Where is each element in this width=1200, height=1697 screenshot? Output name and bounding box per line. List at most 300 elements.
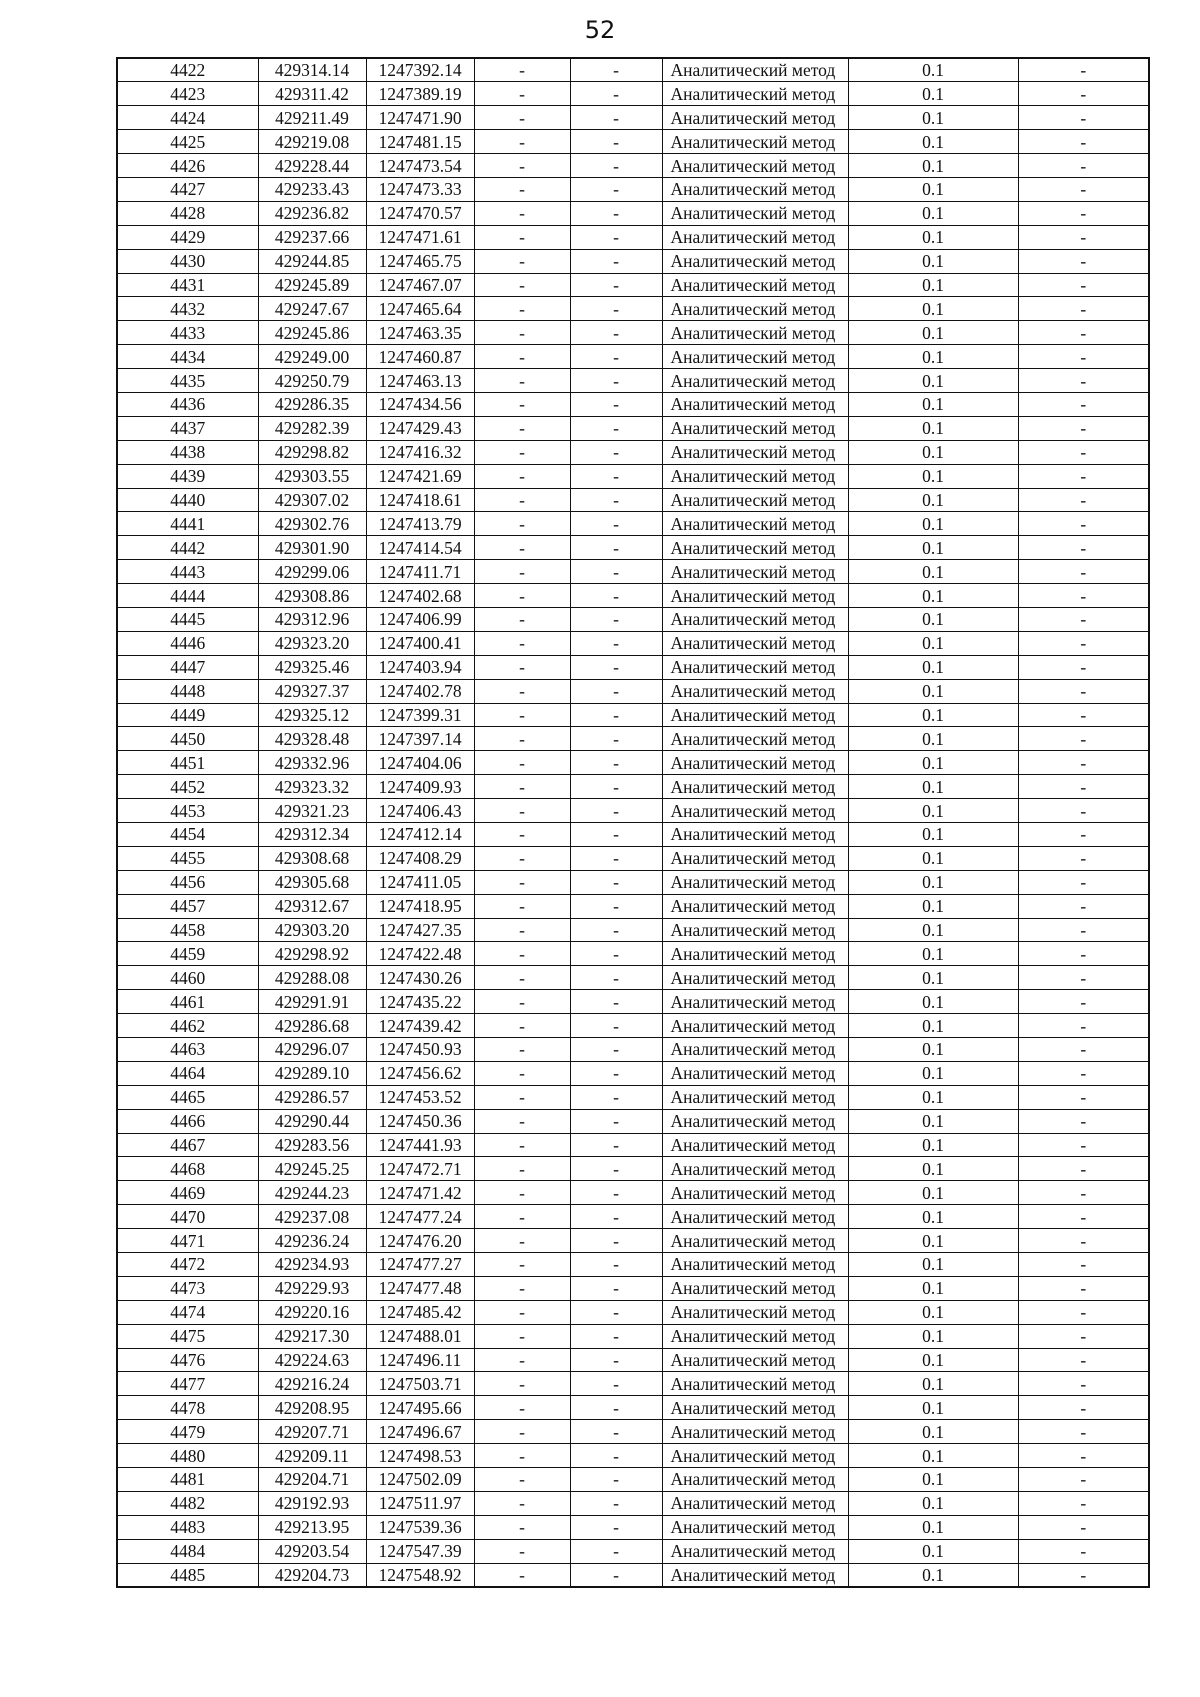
y-coordinate-cell: 1247392.14 <box>366 58 474 82</box>
method-cell: Аналитический метод <box>662 560 848 584</box>
point-number-cell: 4476 <box>117 1348 258 1372</box>
empty-dash-cell: - <box>570 1253 662 1277</box>
x-coordinate-cell: 429282.39 <box>258 416 366 440</box>
empty-dash-cell: - <box>1018 249 1149 273</box>
table-row <box>117 1157 1149 1181</box>
x-coordinate-cell: 429307.02 <box>258 488 366 512</box>
empty-dash-cell: - <box>474 273 570 297</box>
x-coordinate-cell: 429299.06 <box>258 560 366 584</box>
method-cell: Аналитический метод <box>662 655 848 679</box>
y-coordinate-cell: 1247456.62 <box>366 1061 474 1085</box>
point-number-cell: 4458 <box>117 918 258 942</box>
precision-cell: 0.1 <box>848 1133 1018 1157</box>
y-coordinate-cell: 1247429.43 <box>366 416 474 440</box>
method-cell: Аналитический метод <box>662 464 848 488</box>
table-row <box>117 1109 1149 1133</box>
x-coordinate-cell: 429224.63 <box>258 1348 366 1372</box>
y-coordinate-cell: 1247441.93 <box>366 1133 474 1157</box>
point-number-cell: 4442 <box>117 536 258 560</box>
empty-dash-cell: - <box>1018 512 1149 536</box>
empty-dash-cell: - <box>474 560 570 584</box>
empty-dash-cell: - <box>570 1396 662 1420</box>
x-coordinate-cell: 429323.32 <box>258 775 366 799</box>
table-row <box>117 154 1149 178</box>
empty-dash-cell: - <box>474 1276 570 1300</box>
precision-cell: 0.1 <box>848 560 1018 584</box>
empty-dash-cell: - <box>570 1539 662 1563</box>
x-coordinate-cell: 429244.85 <box>258 249 366 273</box>
empty-dash-cell: - <box>474 631 570 655</box>
x-coordinate-cell: 429308.86 <box>258 584 366 608</box>
table-row <box>117 894 1149 918</box>
precision-cell: 0.1 <box>848 751 1018 775</box>
empty-dash-cell: - <box>570 1229 662 1253</box>
empty-dash-cell: - <box>570 1444 662 1468</box>
method-cell: Аналитический метод <box>662 918 848 942</box>
x-coordinate-cell: 429298.82 <box>258 440 366 464</box>
table-row <box>117 1014 1149 1038</box>
y-coordinate-cell: 1247450.93 <box>366 1038 474 1062</box>
x-coordinate-cell: 429311.42 <box>258 82 366 106</box>
precision-cell: 0.1 <box>848 1109 1018 1133</box>
precision-cell: 0.1 <box>848 1157 1018 1181</box>
empty-dash-cell: - <box>570 1372 662 1396</box>
x-coordinate-cell: 429303.20 <box>258 918 366 942</box>
precision-cell: 0.1 <box>848 1563 1018 1587</box>
empty-dash-cell: - <box>474 607 570 631</box>
empty-dash-cell: - <box>1018 655 1149 679</box>
y-coordinate-cell: 1247503.71 <box>366 1372 474 1396</box>
empty-dash-cell: - <box>570 1133 662 1157</box>
precision-cell: 0.1 <box>848 416 1018 440</box>
table-row <box>117 607 1149 631</box>
method-cell: Аналитический метод <box>662 799 848 823</box>
method-cell: Аналитический метод <box>662 703 848 727</box>
precision-cell: 0.1 <box>848 369 1018 393</box>
empty-dash-cell: - <box>570 727 662 751</box>
empty-dash-cell: - <box>474 1181 570 1205</box>
table-row <box>117 440 1149 464</box>
x-coordinate-cell: 429312.34 <box>258 823 366 847</box>
empty-dash-cell: - <box>1018 1181 1149 1205</box>
empty-dash-cell: - <box>1018 799 1149 823</box>
y-coordinate-cell: 1247495.66 <box>366 1396 474 1420</box>
table-row <box>117 1133 1149 1157</box>
precision-cell: 0.1 <box>848 1205 1018 1229</box>
empty-dash-cell: - <box>570 1324 662 1348</box>
table-row <box>117 727 1149 751</box>
empty-dash-cell: - <box>1018 1372 1149 1396</box>
method-cell: Аналитический метод <box>662 321 848 345</box>
y-coordinate-cell: 1247416.32 <box>366 440 474 464</box>
y-coordinate-cell: 1247477.27 <box>366 1253 474 1277</box>
point-number-cell: 4433 <box>117 321 258 345</box>
empty-dash-cell: - <box>474 177 570 201</box>
method-cell: Аналитический метод <box>662 1276 848 1300</box>
table-row <box>117 369 1149 393</box>
x-coordinate-cell: 429305.68 <box>258 870 366 894</box>
empty-dash-cell: - <box>570 607 662 631</box>
method-cell: Аналитический метод <box>662 225 848 249</box>
point-number-cell: 4448 <box>117 679 258 703</box>
precision-cell: 0.1 <box>848 823 1018 847</box>
empty-dash-cell: - <box>1018 584 1149 608</box>
method-cell: Аналитический метод <box>662 440 848 464</box>
point-number-cell: 4445 <box>117 607 258 631</box>
x-coordinate-cell: 429283.56 <box>258 1133 366 1157</box>
point-number-cell: 4441 <box>117 512 258 536</box>
empty-dash-cell: - <box>474 1348 570 1372</box>
method-cell: Аналитический метод <box>662 1372 848 1396</box>
y-coordinate-cell: 1247477.24 <box>366 1205 474 1229</box>
empty-dash-cell: - <box>570 273 662 297</box>
empty-dash-cell: - <box>474 1515 570 1539</box>
empty-dash-cell: - <box>1018 345 1149 369</box>
point-number-cell: 4444 <box>117 584 258 608</box>
table-row <box>117 703 1149 727</box>
precision-cell: 0.1 <box>848 440 1018 464</box>
empty-dash-cell: - <box>1018 225 1149 249</box>
table-row <box>117 177 1149 201</box>
empty-dash-cell: - <box>570 751 662 775</box>
table-row <box>117 225 1149 249</box>
point-number-cell: 4432 <box>117 297 258 321</box>
x-coordinate-cell: 429296.07 <box>258 1038 366 1062</box>
empty-dash-cell: - <box>570 679 662 703</box>
method-cell: Аналитический метод <box>662 273 848 297</box>
empty-dash-cell: - <box>1018 201 1149 225</box>
table-row <box>117 392 1149 416</box>
table-row <box>117 321 1149 345</box>
point-number-cell: 4428 <box>117 201 258 225</box>
empty-dash-cell: - <box>570 464 662 488</box>
x-coordinate-cell: 429216.24 <box>258 1372 366 1396</box>
empty-dash-cell: - <box>1018 703 1149 727</box>
precision-cell: 0.1 <box>848 607 1018 631</box>
point-number-cell: 4440 <box>117 488 258 512</box>
empty-dash-cell: - <box>1018 1133 1149 1157</box>
precision-cell: 0.1 <box>848 1014 1018 1038</box>
y-coordinate-cell: 1247389.19 <box>366 82 474 106</box>
precision-cell: 0.1 <box>848 225 1018 249</box>
point-number-cell: 4451 <box>117 751 258 775</box>
x-coordinate-cell: 429286.57 <box>258 1085 366 1109</box>
method-cell: Аналитический метод <box>662 990 848 1014</box>
empty-dash-cell: - <box>474 846 570 870</box>
y-coordinate-cell: 1247473.33 <box>366 177 474 201</box>
table-row <box>117 1324 1149 1348</box>
empty-dash-cell: - <box>1018 1229 1149 1253</box>
empty-dash-cell: - <box>570 823 662 847</box>
precision-cell: 0.1 <box>848 1181 1018 1205</box>
table-row <box>117 1181 1149 1205</box>
table-row <box>117 1038 1149 1062</box>
x-coordinate-cell: 429303.55 <box>258 464 366 488</box>
point-number-cell: 4434 <box>117 345 258 369</box>
x-coordinate-cell: 429203.54 <box>258 1539 366 1563</box>
precision-cell: 0.1 <box>848 846 1018 870</box>
empty-dash-cell: - <box>570 392 662 416</box>
y-coordinate-cell: 1247399.31 <box>366 703 474 727</box>
y-coordinate-cell: 1247539.36 <box>366 1515 474 1539</box>
x-coordinate-cell: 429323.20 <box>258 631 366 655</box>
point-number-cell: 4477 <box>117 1372 258 1396</box>
x-coordinate-cell: 429250.79 <box>258 369 366 393</box>
precision-cell: 0.1 <box>848 1420 1018 1444</box>
x-coordinate-cell: 429213.95 <box>258 1515 366 1539</box>
precision-cell: 0.1 <box>848 894 1018 918</box>
empty-dash-cell: - <box>1018 1157 1149 1181</box>
point-number-cell: 4456 <box>117 870 258 894</box>
empty-dash-cell: - <box>1018 177 1149 201</box>
table-row <box>117 249 1149 273</box>
y-coordinate-cell: 1247434.56 <box>366 392 474 416</box>
y-coordinate-cell: 1247511.97 <box>366 1491 474 1515</box>
empty-dash-cell: - <box>570 225 662 249</box>
empty-dash-cell: - <box>570 942 662 966</box>
point-number-cell: 4485 <box>117 1563 258 1587</box>
empty-dash-cell: - <box>570 631 662 655</box>
method-cell: Аналитический метод <box>662 154 848 178</box>
empty-dash-cell: - <box>474 416 570 440</box>
point-number-cell: 4460 <box>117 966 258 990</box>
empty-dash-cell: - <box>1018 1085 1149 1109</box>
x-coordinate-cell: 429244.23 <box>258 1181 366 1205</box>
point-number-cell: 4468 <box>117 1157 258 1181</box>
empty-dash-cell: - <box>474 440 570 464</box>
precision-cell: 0.1 <box>848 679 1018 703</box>
point-number-cell: 4443 <box>117 560 258 584</box>
table-row <box>117 631 1149 655</box>
x-coordinate-cell: 429291.91 <box>258 990 366 1014</box>
method-cell: Аналитический метод <box>662 1109 848 1133</box>
y-coordinate-cell: 1247402.68 <box>366 584 474 608</box>
method-cell: Аналитический метод <box>662 488 848 512</box>
precision-cell: 0.1 <box>848 154 1018 178</box>
empty-dash-cell: - <box>474 1539 570 1563</box>
y-coordinate-cell: 1247427.35 <box>366 918 474 942</box>
method-cell: Аналитический метод <box>662 1444 848 1468</box>
x-coordinate-cell: 429211.49 <box>258 106 366 130</box>
point-number-cell: 4470 <box>117 1205 258 1229</box>
y-coordinate-cell: 1247548.92 <box>366 1563 474 1587</box>
empty-dash-cell: - <box>570 584 662 608</box>
y-coordinate-cell: 1247485.42 <box>366 1300 474 1324</box>
empty-dash-cell: - <box>474 297 570 321</box>
empty-dash-cell: - <box>570 1038 662 1062</box>
coordinates-table <box>116 57 1150 1588</box>
empty-dash-cell: - <box>1018 560 1149 584</box>
x-coordinate-cell: 429204.73 <box>258 1563 366 1587</box>
x-coordinate-cell: 429314.14 <box>258 58 366 82</box>
empty-dash-cell: - <box>1018 1396 1149 1420</box>
y-coordinate-cell: 1247496.67 <box>366 1420 474 1444</box>
y-coordinate-cell: 1247406.99 <box>366 607 474 631</box>
empty-dash-cell: - <box>570 130 662 154</box>
precision-cell: 0.1 <box>848 799 1018 823</box>
method-cell: Аналитический метод <box>662 369 848 393</box>
y-coordinate-cell: 1247471.61 <box>366 225 474 249</box>
method-cell: Аналитический метод <box>662 1014 848 1038</box>
precision-cell: 0.1 <box>848 512 1018 536</box>
empty-dash-cell: - <box>1018 1038 1149 1062</box>
empty-dash-cell: - <box>474 106 570 130</box>
empty-dash-cell: - <box>474 512 570 536</box>
table-row <box>117 297 1149 321</box>
y-coordinate-cell: 1247496.11 <box>366 1348 474 1372</box>
y-coordinate-cell: 1247414.54 <box>366 536 474 560</box>
x-coordinate-cell: 429220.16 <box>258 1300 366 1324</box>
method-cell: Аналитический метод <box>662 1563 848 1587</box>
precision-cell: 0.1 <box>848 775 1018 799</box>
empty-dash-cell: - <box>1018 392 1149 416</box>
y-coordinate-cell: 1247418.61 <box>366 488 474 512</box>
empty-dash-cell: - <box>570 1348 662 1372</box>
method-cell: Аналитический метод <box>662 1348 848 1372</box>
empty-dash-cell: - <box>474 823 570 847</box>
empty-dash-cell: - <box>570 416 662 440</box>
empty-dash-cell: - <box>474 1014 570 1038</box>
y-coordinate-cell: 1247439.42 <box>366 1014 474 1038</box>
point-number-cell: 4453 <box>117 799 258 823</box>
empty-dash-cell: - <box>1018 846 1149 870</box>
empty-dash-cell: - <box>1018 130 1149 154</box>
method-cell: Аналитический метод <box>662 775 848 799</box>
precision-cell: 0.1 <box>848 273 1018 297</box>
x-coordinate-cell: 429249.00 <box>258 345 366 369</box>
x-coordinate-cell: 429245.25 <box>258 1157 366 1181</box>
table-row <box>117 870 1149 894</box>
y-coordinate-cell: 1247418.95 <box>366 894 474 918</box>
y-coordinate-cell: 1247403.94 <box>366 655 474 679</box>
point-number-cell: 4452 <box>117 775 258 799</box>
precision-cell: 0.1 <box>848 249 1018 273</box>
empty-dash-cell: - <box>474 130 570 154</box>
x-coordinate-cell: 429219.08 <box>258 130 366 154</box>
empty-dash-cell: - <box>570 1491 662 1515</box>
x-coordinate-cell: 429312.67 <box>258 894 366 918</box>
x-coordinate-cell: 429286.68 <box>258 1014 366 1038</box>
x-coordinate-cell: 429312.96 <box>258 607 366 631</box>
empty-dash-cell: - <box>570 1468 662 1492</box>
x-coordinate-cell: 429298.92 <box>258 942 366 966</box>
precision-cell: 0.1 <box>848 966 1018 990</box>
precision-cell: 0.1 <box>848 1085 1018 1109</box>
empty-dash-cell: - <box>570 488 662 512</box>
precision-cell: 0.1 <box>848 130 1018 154</box>
y-coordinate-cell: 1247463.35 <box>366 321 474 345</box>
method-cell: Аналитический метод <box>662 249 848 273</box>
empty-dash-cell: - <box>1018 1420 1149 1444</box>
table-row <box>117 1539 1149 1563</box>
point-number-cell: 4424 <box>117 106 258 130</box>
empty-dash-cell: - <box>1018 273 1149 297</box>
point-number-cell: 4482 <box>117 1491 258 1515</box>
x-coordinate-cell: 429301.90 <box>258 536 366 560</box>
table-row <box>117 58 1149 82</box>
empty-dash-cell: - <box>570 201 662 225</box>
y-coordinate-cell: 1247481.15 <box>366 130 474 154</box>
precision-cell: 0.1 <box>848 297 1018 321</box>
method-cell: Аналитический метод <box>662 1468 848 1492</box>
y-coordinate-cell: 1247404.06 <box>366 751 474 775</box>
empty-dash-cell: - <box>1018 966 1149 990</box>
empty-dash-cell: - <box>1018 870 1149 894</box>
precision-cell: 0.1 <box>848 201 1018 225</box>
point-number-cell: 4422 <box>117 58 258 82</box>
empty-dash-cell: - <box>474 918 570 942</box>
empty-dash-cell: - <box>570 1563 662 1587</box>
table-row <box>117 942 1149 966</box>
precision-cell: 0.1 <box>848 1300 1018 1324</box>
x-coordinate-cell: 429217.30 <box>258 1324 366 1348</box>
y-coordinate-cell: 1247453.52 <box>366 1085 474 1109</box>
table-row <box>117 345 1149 369</box>
empty-dash-cell: - <box>570 1061 662 1085</box>
empty-dash-cell: - <box>474 154 570 178</box>
empty-dash-cell: - <box>474 1109 570 1133</box>
empty-dash-cell: - <box>570 1014 662 1038</box>
empty-dash-cell: - <box>474 464 570 488</box>
empty-dash-cell: - <box>474 990 570 1014</box>
empty-dash-cell: - <box>474 942 570 966</box>
empty-dash-cell: - <box>570 655 662 679</box>
empty-dash-cell: - <box>1018 58 1149 82</box>
method-cell: Аналитический метод <box>662 966 848 990</box>
x-coordinate-cell: 429308.68 <box>258 846 366 870</box>
y-coordinate-cell: 1247413.79 <box>366 512 474 536</box>
empty-dash-cell: - <box>1018 990 1149 1014</box>
method-cell: Аналитический метод <box>662 1085 848 1109</box>
point-number-cell: 4463 <box>117 1038 258 1062</box>
point-number-cell: 4471 <box>117 1229 258 1253</box>
table-row <box>117 584 1149 608</box>
empty-dash-cell: - <box>474 1133 570 1157</box>
empty-dash-cell: - <box>570 1205 662 1229</box>
table-row <box>117 846 1149 870</box>
empty-dash-cell: - <box>474 369 570 393</box>
precision-cell: 0.1 <box>848 58 1018 82</box>
y-coordinate-cell: 1247472.71 <box>366 1157 474 1181</box>
empty-dash-cell: - <box>570 1157 662 1181</box>
method-cell: Аналитический метод <box>662 679 848 703</box>
empty-dash-cell: - <box>474 679 570 703</box>
empty-dash-cell: - <box>570 58 662 82</box>
empty-dash-cell: - <box>474 655 570 679</box>
table-row <box>117 1396 1149 1420</box>
method-cell: Аналитический метод <box>662 1515 848 1539</box>
table-row <box>117 990 1149 1014</box>
method-cell: Аналитический метод <box>662 1300 848 1324</box>
empty-dash-cell: - <box>1018 1253 1149 1277</box>
empty-dash-cell: - <box>474 584 570 608</box>
empty-dash-cell: - <box>1018 823 1149 847</box>
table-row <box>117 1205 1149 1229</box>
y-coordinate-cell: 1247408.29 <box>366 846 474 870</box>
point-number-cell: 4429 <box>117 225 258 249</box>
empty-dash-cell: - <box>570 1515 662 1539</box>
table-row <box>117 1420 1149 1444</box>
table-row <box>117 1515 1149 1539</box>
method-cell: Аналитический метод <box>662 1038 848 1062</box>
method-cell: Аналитический метод <box>662 1324 848 1348</box>
empty-dash-cell: - <box>474 1085 570 1109</box>
y-coordinate-cell: 1247400.41 <box>366 631 474 655</box>
method-cell: Аналитический метод <box>662 607 848 631</box>
empty-dash-cell: - <box>474 1468 570 1492</box>
point-number-cell: 4446 <box>117 631 258 655</box>
empty-dash-cell: - <box>1018 1061 1149 1085</box>
